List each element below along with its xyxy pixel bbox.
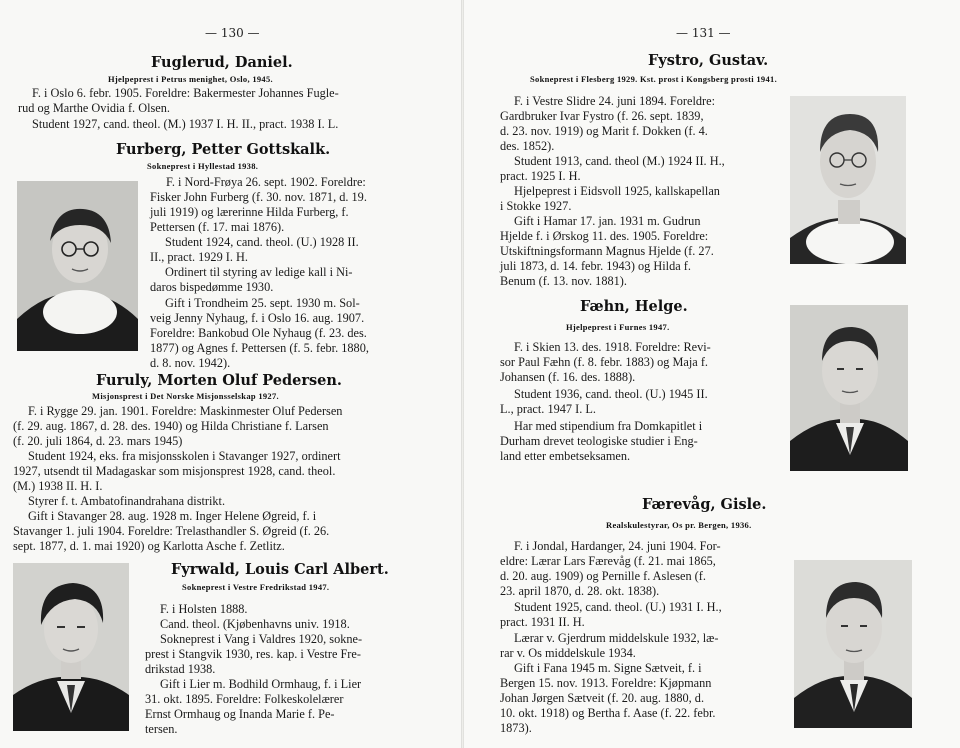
entry-line: (f. 20. juli 1864, d. 23. mars 1945) xyxy=(13,434,183,448)
entry-position: Sokneprest i Hyllestad 1938. xyxy=(147,161,259,171)
entry-position: Hjelpeprest i Furnes 1947. xyxy=(566,322,670,332)
entry-line: Student 1913, cand. theol (M.) 1924 II. H., xyxy=(514,154,725,168)
entry-position: Sokneprest i Vestre Fredrikstad 1947. xyxy=(182,582,330,592)
entry-line: d. 20. aug. 1909) og Pernille f. Aslesen (f. xyxy=(500,569,706,583)
entry-line: pract. 1931 II. H. xyxy=(500,615,585,629)
entry-line: F. i Rygge 29. jan. 1901. Foreldre: Maskinmester Oluf Pedersen xyxy=(28,404,343,418)
entry-line: d. 23. nov. 1919) og Marit f. Dokken (f. 4. xyxy=(500,124,708,138)
entry-line: Har med stipendium fra Domkapitlet i xyxy=(514,419,703,433)
entry-line: F. i Jondal, Hardanger, 24. juni 1904. For- xyxy=(514,539,721,553)
entry-line: Student 1924, cand. theol. (U.) 1928 II. xyxy=(165,235,359,249)
entry-line: Ordinert til styring av ledige kall i Ni- xyxy=(165,265,353,279)
entry-line: F. i Nord-Frøya 26. sept. 1902. Foreldre: xyxy=(166,175,366,189)
entry-line: Gardbruker Ivar Fystro (f. 26. sept. 1839, xyxy=(500,109,704,123)
portrait-photo-icon xyxy=(17,181,138,351)
entry-line: Student 1936, cand. theol. (U.) 1945 II. xyxy=(514,387,708,401)
entry-line: II., pract. 1929 I. H. xyxy=(150,250,249,264)
page-number: — 130 — xyxy=(205,26,260,40)
entry-position: Misjonsprest i Det Norske Misjonsselskap 1927. xyxy=(92,391,279,401)
entry-line: Student 1925, cand. theol. (U.) 1931 I. H., xyxy=(514,600,722,614)
entry-line: Johansen (f. 16. des. 1888). xyxy=(500,370,636,384)
page-number: — 131 — xyxy=(676,26,731,40)
entry-line: F. i Holsten 1888. xyxy=(160,602,248,616)
entry-line: d. 8. nov. 1942). xyxy=(150,356,231,370)
entry-line: land etter embetseksamen. xyxy=(500,449,631,463)
entry-line: Cand. theol. (Kjøbenhavns univ. 1918. xyxy=(160,617,350,631)
entry-name: Fuglerud, Daniel. xyxy=(151,54,293,71)
entry-name: Furuly, Morten Oluf Pedersen. xyxy=(96,372,342,389)
entry-line: eldre: Lærar Lars Færevåg (f. 21. mai 1865, xyxy=(500,554,716,568)
left-page xyxy=(0,0,462,748)
entry-line: Gift i Trondheim 25. sept. 1930 m. Sol- xyxy=(165,296,360,310)
entry-line: Ernst Ormhaug og Inanda Marie f. Pe- xyxy=(145,707,335,721)
entry-line: 23. april 1870, d. 28. okt. 1838). xyxy=(500,584,660,598)
portrait-photo xyxy=(794,560,912,728)
portrait-photo-icon xyxy=(790,305,908,471)
entry-line: sept. 1877, d. 1. mai 1920) og Karlotta Asche f. Zetlitz. xyxy=(13,539,285,553)
portrait-photo xyxy=(790,305,908,471)
entry-line: Bergen 15. nov. 1913. Foreldre: Kjøpmann xyxy=(500,676,712,690)
right-page xyxy=(464,0,960,748)
entry-name: Furberg, Petter Gottskalk. xyxy=(116,141,331,158)
entry-line: pract. 1925 I. H. xyxy=(500,169,581,183)
entry-line: Styrer f. t. Ambatofinandrahana distrikt. xyxy=(28,494,226,508)
entry-line: 31. okt. 1895. Foreldre: Folkeskolelærer xyxy=(145,692,344,706)
entry-name: Fæhn, Helge. xyxy=(580,298,688,315)
entry-line: Hjelpeprest i Eidsvoll 1925, kallskapellan xyxy=(514,184,720,198)
entry-name: Færevåg, Gisle. xyxy=(642,496,767,513)
entry-name: Fystro, Gustav. xyxy=(648,52,769,69)
entry-line: Pettersen (f. 17. mai 1876). xyxy=(150,220,285,234)
entry-line: rud og Marthe Ovidia f. Olsen. xyxy=(18,101,170,115)
entry-line: Student 1927, cand. theol. (M.) 1937 I. H. II., pract. 1938 I. L. xyxy=(32,117,339,131)
portrait-photo-icon xyxy=(794,560,912,728)
entry-line: Hjelde f. i Ørskog 11. des. 1905. Foreldre: xyxy=(500,229,709,243)
entry-line: (M.) 1938 II. H. I. xyxy=(13,479,103,493)
entry-line: F. i Vestre Slidre 24. juni 1894. Foreldre: xyxy=(514,94,715,108)
entry-line: Foreldre: Bankobud Ole Nyhaug (f. 23. des. xyxy=(150,326,367,340)
entry-line: Gift i Stavanger 28. aug. 1928 m. Inger Helene Øgreid, f. i xyxy=(28,509,317,523)
entry-line: Sokneprest i Vang i Valdres 1920, sokne- xyxy=(160,632,363,646)
entry-line: juli 1873, d. 14. febr. 1943) og Hilda f. xyxy=(500,259,691,273)
entry-line: prest i Stangvik 1930, res. kap. i Vestre Fre- xyxy=(145,647,361,661)
entry-line: 10. okt. 1918) og Bertha f. Aase (f. 22. febr. xyxy=(500,706,716,720)
portrait-photo-icon xyxy=(790,96,906,264)
entry-line: sor Paul Fæhn (f. 8. febr. 1883) og Maja f. xyxy=(500,355,708,369)
entry-line: 1873). xyxy=(500,721,532,735)
entry-line: daros bispedømme 1930. xyxy=(150,280,274,294)
entry-line: Utskiftningsformann Magnus Hjelde (f. 27. xyxy=(500,244,714,258)
entry-position: Realskulestyrar, Os pr. Bergen, 1936. xyxy=(606,520,752,530)
entry-line: drikstad 1938. xyxy=(145,662,216,676)
portrait-photo xyxy=(13,563,129,731)
entry-line: i Stokke 1927. xyxy=(500,199,572,213)
entry-position: Sokneprest i Flesberg 1929. Kst. prost i Kongsberg prosti 1941. xyxy=(530,74,777,84)
entry-line: des. 1852). xyxy=(500,139,555,153)
entry-name: Fyrwald, Louis Carl Albert. xyxy=(171,561,389,578)
entry-line: tersen. xyxy=(145,722,178,736)
entry-line: 1927, utsendt til Madagaskar som misjonsprest 1928, cand. theol. xyxy=(13,464,336,478)
entry-line: F. i Skien 13. des. 1918. Foreldre: Revi- xyxy=(514,340,711,354)
portrait-photo-icon xyxy=(13,563,129,731)
portrait-photo xyxy=(17,181,138,351)
entry-line: Stavanger 1. juli 1904. Foreldre: Trelasthandler S. Øgreid (f. 26. xyxy=(13,524,330,538)
entry-line: Lærar v. Gjerdrum middelskule 1932, læ- xyxy=(514,631,719,645)
entry-line: rar v. Os middelskule 1934. xyxy=(500,646,636,660)
entry-line: Student 1924, eks. fra misjonsskolen i Stavanger 1927, ordinert xyxy=(28,449,341,463)
entry-line: 1877) og Agnes f. Pettersen (f. 5. febr. 1880, xyxy=(150,341,369,355)
entry-line: Gift i Lier m. Bodhild Ormhaug, f. i Lier xyxy=(160,677,362,691)
entry-line: Gift i Hamar 17. jan. 1931 m. Gudrun xyxy=(514,214,701,228)
entry-line: (f. 29. aug. 1867, d. 28. des. 1940) og Hilda Christiane f. Larsen xyxy=(13,419,329,433)
entry-line: Durham drevet teologiske studier i Eng- xyxy=(500,434,698,448)
entry-line: Johan Jørgen Sætveit (f. 20. aug. 1880, d. xyxy=(500,691,705,705)
entry-line: L., pract. 1947 I. L. xyxy=(500,402,596,416)
entry-line: veig Jenny Nyhaug, f. i Oslo 16. aug. 1907. xyxy=(150,311,365,325)
entry-line: Fisker John Furberg (f. 30. nov. 1871, d. 19. xyxy=(150,190,367,204)
entry-line: Benum (f. 13. nov. 1881). xyxy=(500,274,627,288)
entry-line: F. i Oslo 6. febr. 1905. Foreldre: Bakermester Johannes Fugle- xyxy=(32,86,339,100)
entry-line: Gift i Fana 1945 m. Signe Sætveit, f. i xyxy=(514,661,702,675)
portrait-photo xyxy=(790,96,906,264)
entry-position: Hjelpeprest i Petrus menighet, Oslo, 1945. xyxy=(108,74,273,84)
entry-line: juli 1919) og lærerinne Hilda Furberg, f. xyxy=(150,205,349,219)
